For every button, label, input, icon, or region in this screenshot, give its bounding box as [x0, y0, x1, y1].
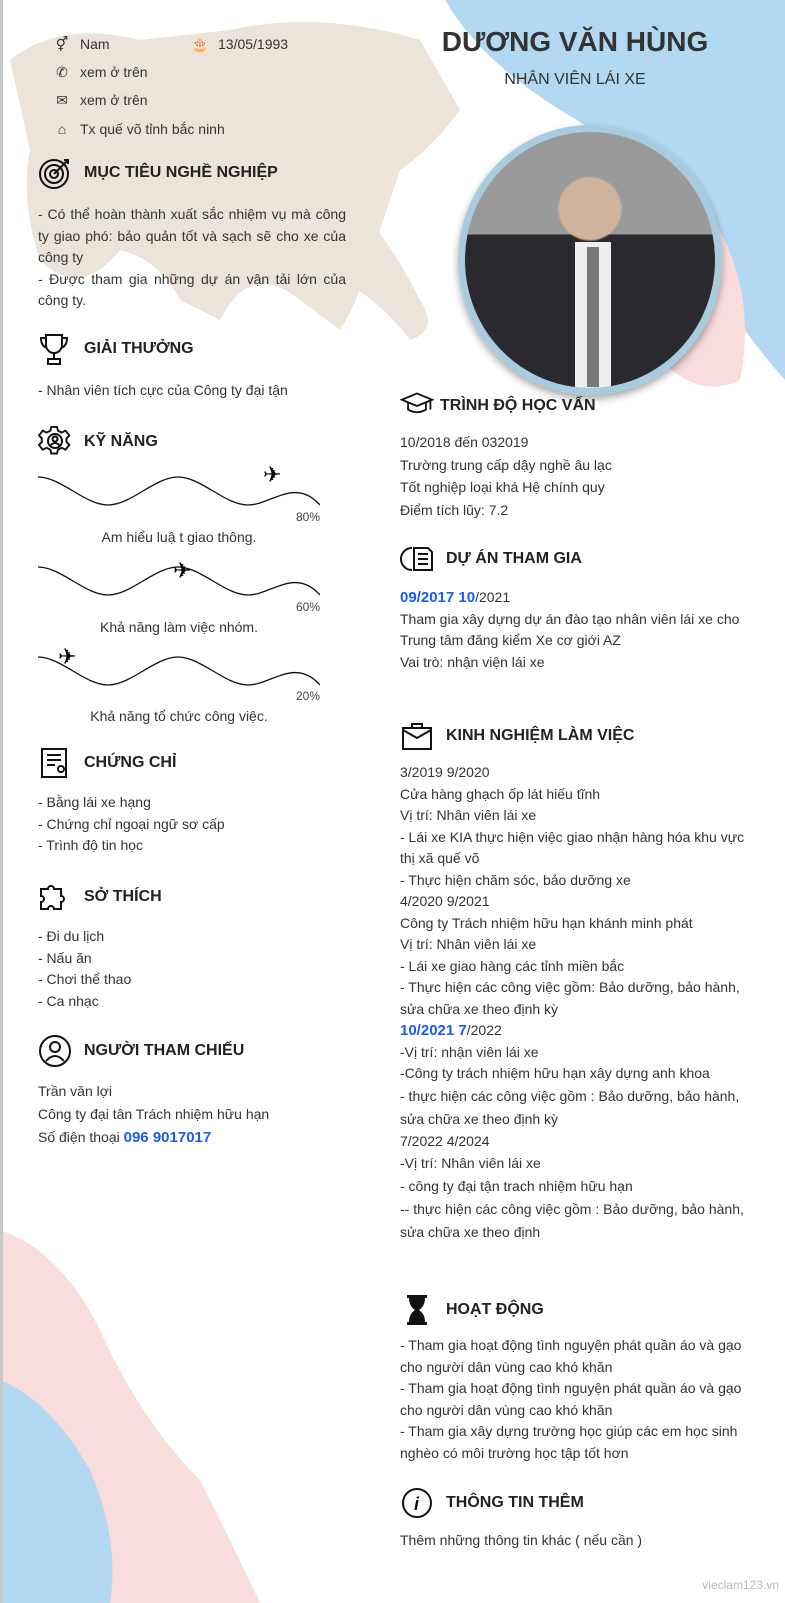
education-line: Tốt nghiệp loại khá Hệ chính quy [400, 479, 605, 495]
certificate-item: - Bằng lái xe hạng [38, 794, 151, 810]
hobby-item: - Nấu ăn [38, 949, 92, 966]
award-item: - Nhân viên tích cực của Công ty đại tận [38, 382, 288, 398]
skill-wave [38, 640, 320, 690]
gender-row [52, 34, 110, 54]
svg-text:i: i [414, 1494, 420, 1514]
experience-date-end: /2022 [466, 1022, 502, 1038]
activity-item: - Tham gia hoạt động tình nguyện phát quần áo và gạo cho người dân vùng cao khó khăn [400, 1380, 742, 1418]
skill-label: Khả năng tổ chức công việc. [90, 708, 268, 724]
section-education-header [400, 389, 596, 423]
section-title: CHỨNG CHỈ [84, 754, 177, 771]
phone-row [52, 62, 148, 82]
watermark: vieclam123.vn [702, 1578, 779, 1592]
education-line: Trường trung cấp dậy nghề âu lạc [400, 456, 612, 473]
experience-line: Vị trí: Nhân viên lái xe [400, 936, 537, 952]
experience-line: Cửa hàng ghạch ốp lát hiếu tĩnh [400, 785, 601, 802]
activity-item: - Tham gia xây dựng trường học giúp các em học sinh nghèo có môi trường học tập tốt hơn [400, 1423, 738, 1461]
career-goal-line: - Được tham gia những dự án vận tải lớn của công ty. [38, 270, 346, 308]
envelope-icon: ✉ [56, 91, 68, 108]
address-row [52, 119, 225, 139]
skill-percent: 60% [295, 600, 320, 614]
birthday-cake-icon: 🎂 [191, 35, 209, 52]
section-title: NGƯỜI THAM CHIẾU [84, 1042, 245, 1059]
reference-phone [38, 1126, 269, 1149]
section-extra-header [400, 1486, 584, 1520]
project-date-start: 09/2017 10 [400, 589, 476, 606]
hobby-item: - Ca nhạc [38, 992, 99, 1009]
hobby-item: - Chơi thể thao [38, 971, 132, 987]
certificate-item: - Trình độ tin học [38, 837, 144, 853]
section-career-goal-header [38, 156, 278, 190]
reference-phone-number: 096 9017017 [123, 1129, 212, 1146]
education-line: 10/2018 đến 032019 [400, 434, 529, 450]
graduation-cap-icon [400, 389, 434, 423]
project-dates [400, 587, 745, 609]
skill-wave [38, 550, 320, 600]
section-experience-header [400, 719, 634, 753]
section-projects-header [400, 542, 582, 576]
section-title: GIẢI THƯỞNG [84, 340, 194, 357]
experience-line: 4/2020 9/2021 [400, 893, 490, 909]
airplane-icon: ✈ [58, 644, 77, 669]
trophy-icon [38, 332, 72, 366]
skill-label: Am hiểu luậ t giao thông. [101, 529, 257, 545]
reference-phone-label: Số điện thoại [38, 1129, 124, 1145]
experience-line: Vị trí: Nhân viên lái xe [400, 807, 537, 823]
project-role: Vai trò: nhận viện lái xe [400, 653, 545, 670]
section-title: MỤC TIÊU NGHỀ NGHIỆP [84, 164, 278, 181]
airplane-icon: ✈ [173, 558, 192, 583]
projects-text [400, 587, 745, 673]
career-goal-text [38, 204, 346, 312]
section-title: SỞ THÍCH [84, 888, 162, 905]
project-description: Tham gia xây dựng dự án đào tạo nhân viên lái xe cho Trung tâm đăng kiểm Xe cơ giới AZ [400, 610, 740, 648]
birthday-value: 13/05/1993 [218, 36, 289, 52]
skill-item [38, 550, 320, 640]
skill-label: Khả năng làm việc nhóm. [100, 619, 258, 635]
education-line: Điểm tích lũy: 7.2 [400, 501, 509, 518]
gender-value: Nam [80, 36, 110, 52]
certificate-icon [38, 746, 72, 780]
email-value: xem ở trên [80, 92, 148, 108]
section-title: DỰ ÁN THAM GIA [446, 550, 582, 567]
section-awards-header [38, 332, 194, 366]
experience-line: -Vị trí: nhận viên lái xe [400, 1043, 539, 1060]
target-icon [38, 156, 72, 190]
experience-date-start: 10/2021 7 [400, 1022, 467, 1039]
puzzle-icon [38, 880, 72, 914]
airplane-icon: ✈ [263, 462, 282, 487]
experience-dates [400, 1020, 745, 1042]
experience-line: Công ty Trách nhiệm hữu hạn khánh minh phát [400, 914, 693, 931]
education-text [400, 431, 612, 521]
experience-line: - thực hiện các công việc gồm : Bảo dưỡng, bảo hành, sửa chữa xe theo định kỳ [400, 1087, 740, 1127]
experience-line: - Thực hiện chăm sóc, bảo dưỡng xe [400, 871, 631, 888]
gender-icon: ⚥ [55, 35, 69, 52]
section-certificates-header [38, 746, 176, 780]
section-activities-header [400, 1293, 544, 1327]
phone-value: xem ở trên [80, 64, 148, 80]
experience-line: 7/2022 4/2024 [400, 1132, 490, 1149]
hourglass-icon [400, 1293, 434, 1327]
section-references-header [38, 1034, 244, 1068]
section-title: HOẠT ĐỘNG [446, 1301, 544, 1318]
address-value: Tx quế võ tỉnh bắc ninh [80, 121, 225, 137]
career-goal-line: - Có thể hoàn thành xuất sắc nhiệm vụ mà công ty giao phó: bảo quản tốt và sạch sẽ cho xe của công ty [38, 206, 346, 265]
home-icon: ⌂ [57, 121, 67, 137]
hobby-item: - Đi du lịch [38, 928, 105, 944]
experience-text [400, 762, 745, 1244]
birthday-row [190, 34, 288, 54]
info-icon [400, 1486, 434, 1520]
section-hobbies-header [38, 880, 162, 914]
gear-document-icon [400, 542, 434, 576]
skill-item [38, 640, 320, 730]
reference-company: Công ty đại tân Trách nhiệm hữu hạn [38, 1106, 270, 1122]
section-skills-header [38, 425, 158, 459]
experience-line: - Lái xe KIA thực hiện việc giao nhận hàng hóa khu vực thị xã quế võ [400, 828, 745, 866]
activity-item: - Tham gia hoạt động tình nguyện phát quần áo và gạo cho người dân vùng cao khó khăn [400, 1337, 742, 1375]
gear-user-icon [38, 425, 72, 459]
email-row [52, 90, 148, 110]
section-title: TRÌNH ĐỘ HỌC VẤN [440, 397, 596, 414]
certificate-item: - Chứng chỉ ngoại ngữ sơ cấp [38, 815, 225, 832]
experience-line: -Công ty trách nhiệm hữu hạn xây dựng anh khoa [400, 1065, 710, 1081]
phone-icon: ✆ [56, 63, 68, 80]
section-title: KINH NGHIỆM LÀM VIỆC [446, 727, 635, 744]
candidate-name: DƯƠNG VĂN HÙNG [441, 26, 709, 57]
user-circle-icon [38, 1034, 72, 1068]
job-title: NHÂN VIÊN LÁI XE [504, 71, 646, 88]
skill-item [38, 460, 320, 550]
references-text [38, 1080, 269, 1149]
hobbies-list [38, 926, 131, 1012]
extra-text: Thêm những thông tin khác ( nếu cần ) [400, 1532, 643, 1548]
page-edge [0, 0, 3, 1603]
profile-photo [458, 125, 722, 395]
experience-line: -Vị trí: Nhân viên lái xe [400, 1155, 541, 1171]
experience-line: -- thực hiện các công việc gồm : Bảo dưỡng, bảo hành, sửa chữa xe theo định [400, 1201, 744, 1240]
section-title: THÔNG TIN THÊM [446, 1494, 584, 1511]
briefcase-icon [400, 719, 434, 753]
experience-line: - công ty đại tận trach nhiệm hữu hạn [400, 1178, 633, 1194]
skill-wave [38, 460, 320, 510]
activities-text [400, 1335, 745, 1464]
experience-line: - Thực hiện các công việc gồm: Bảo dưỡng, bảo hành, sửa chữa xe theo định kỳ [400, 979, 740, 1017]
skill-percent: 80% [295, 510, 320, 524]
experience-line: - Lái xe giao hàng các tỉnh miền bắc [400, 957, 625, 974]
experience-line: 3/2019 9/2020 [400, 764, 490, 780]
section-title: KỸ NĂNG [84, 433, 158, 450]
skill-percent: 20% [295, 689, 320, 703]
certificates-list [38, 792, 225, 857]
reference-name: Trần văn lợi [38, 1083, 113, 1099]
project-date-end: /2021 [475, 589, 511, 605]
